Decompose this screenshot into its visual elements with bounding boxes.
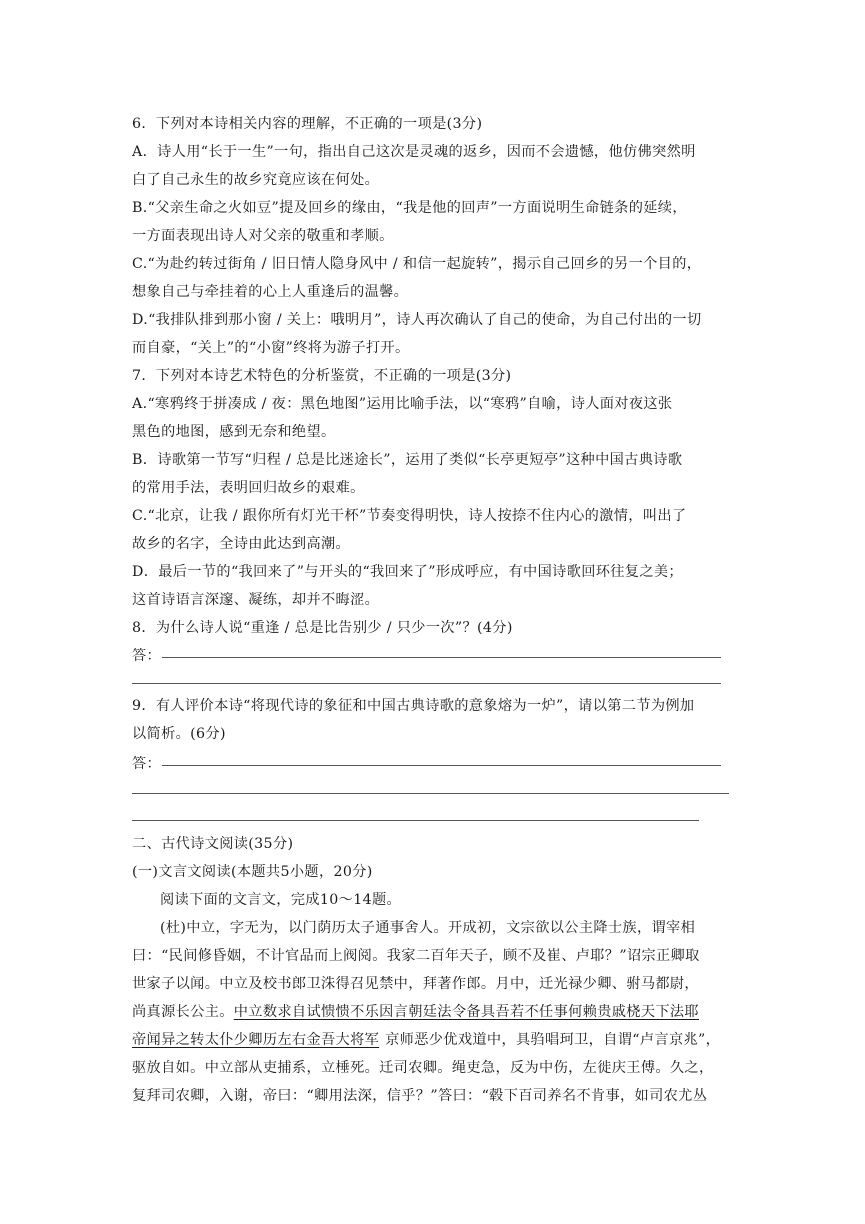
q6-option-b-line1: B.“父亲生命之火如豆”提及回乡的缘由，“我是他的回声”一方面说明生命链条的延续，: [132, 200, 687, 216]
q7-option-d-line1: D．最后一节的“我回来了”与开头的“我回来了”形成呼应，有中国诗歌回环往复之美；: [132, 564, 683, 580]
passage-line-3: 世家子以闻。中立及校书郎卫洙得召见禁中，拜著作郎。月中，迁光禄少卿、驸马都尉，: [132, 976, 699, 992]
q7-option-b-line2: 的常用手法，表明回归故乡的艰难。: [132, 480, 365, 496]
passage-line-7: 复拜司农卿，入谢，帝曰：“卿用法深，信乎？”答曰：“毂下百司养名不肯事，如司农尤丛: [132, 1088, 708, 1104]
q7-option-c-line2: 故乡的名字，全诗由此达到高潮。: [132, 536, 351, 552]
passage-underlined-sentence-part1: 中立数求自试愦愦不乐因言朝廷法令备具吾若不任事何赖贵戚桡天下法耶: [233, 1004, 699, 1020]
q9-answer-label: 答：: [132, 756, 162, 772]
q9-answer-line-3[interactable]: [132, 820, 699, 821]
q8-answer-label: 答：: [132, 648, 162, 664]
q9-answer-line-2[interactable]: [132, 793, 729, 794]
q6-option-d-line2: 而自豪，“关上”的“小窗”终将为游子打开。: [132, 340, 410, 356]
q9-stem-line1: 9．有人评价本诗“将现代诗的象征和中国古典诗歌的意象熔为一炉”，请以第二节为例加: [132, 698, 695, 714]
section2-instruction: 阅读下面的文言文，完成10～14题。: [160, 892, 402, 908]
q9-answer-line-1[interactable]: [162, 765, 721, 766]
q8-answer-line-1[interactable]: [162, 657, 721, 658]
q6-stem: 6．下列对本诗相关内容的理解，不正确的一项是(3分): [132, 116, 483, 132]
passage-line-4-text: 尚真源长公主。: [132, 1004, 234, 1020]
q9-stem-line2: 以简析。(6分): [132, 726, 226, 742]
q7-stem: 7．下列对本诗艺术特色的分析鉴赏，不正确的一项是(3分): [132, 368, 512, 384]
q8-stem: 8．为什么诗人说“重逢 / 总是比告别少 / 只少一次”？(4分): [132, 620, 513, 636]
q6-option-c-line1: C.“为赴约转过街角 / 旧日情人隐身风中 / 和信一起旋转”，揭示自己回乡的另一个目的，: [132, 256, 702, 272]
q7-option-c-line1: C.“北京，让我 / 跟你所有灯光干杯”节奏变得明快，诗人按捺不住内心的激情，叫出了: [132, 508, 687, 524]
passage-line-1: (杜)中立，字无为，以门荫历太子通事舍人。开成初，文宗欲以公主降士族，谓宰相: [160, 920, 696, 936]
q6-option-c-line2: 想象自己与牵挂着的心上人重逢后的温馨。: [132, 284, 409, 300]
passage-underlined-sentence-part2: 帝闻异之转太仆少卿历左右金吾大将军: [132, 1032, 380, 1048]
q6-option-d-line1: D.“我排队排到那小窗 / 关上：哦明月”，诗人再次确认了自己的使命，为自己付出的一切: [132, 312, 702, 328]
q7-option-a-line1: A.“寒鸦终于拼凑成 / 夜：黑色地图”运用比喻手法，以“寒鸦”自喻，诗人面对夜这张: [132, 396, 673, 412]
q8-answer-line-2[interactable]: [132, 683, 721, 684]
q6-option-b-line2: 一方面表现出诗人对父亲的敬重和孝顺。: [132, 228, 394, 244]
passage-line-2: 曰：“民间修昏姻，不计官品而上阀阅。我家二百年天子，顾不及崔、卢耶？”诏宗正卿取: [132, 948, 700, 964]
q6-option-a-line1: A．诗人用“长于一生”一句，指出自己这次是灵魂的返乡，因而不会遗憾，他仿佛突然明: [132, 144, 696, 160]
passage-line-5: [132, 1029, 720, 1049]
q7-option-b-line1: B．诗歌第一节写“归程 / 总是比迷途长”，运用了类似“长亭更短亭”这种中国古典诗歌: [132, 452, 683, 468]
q7-option-a-line2: 黑色的地图，感到无奈和绝望。: [132, 424, 336, 440]
passage-line-4: [132, 1001, 699, 1021]
section2-subheading: (一)文言文阅读(本题共5小题，20分): [132, 864, 373, 880]
passage-line-6: 驱放自如。中立部从吏捕系，立棰死。迁司农卿。绳吏急，反为中伤，左徙庆王傅。久之，: [132, 1060, 714, 1076]
q7-option-d-line2: 这首诗语言深邃、凝练，却并不晦涩。: [132, 592, 380, 608]
passage-line-5-text: 京师恶少优戏道中，具驺唱珂卫，自谓“卢言京兆”，: [385, 1032, 721, 1048]
q6-option-a-line2: 白了自己永生的故乡究竟应该在何处。: [132, 172, 380, 188]
section2-heading: 二、古代诗文阅读(35分): [132, 836, 294, 852]
